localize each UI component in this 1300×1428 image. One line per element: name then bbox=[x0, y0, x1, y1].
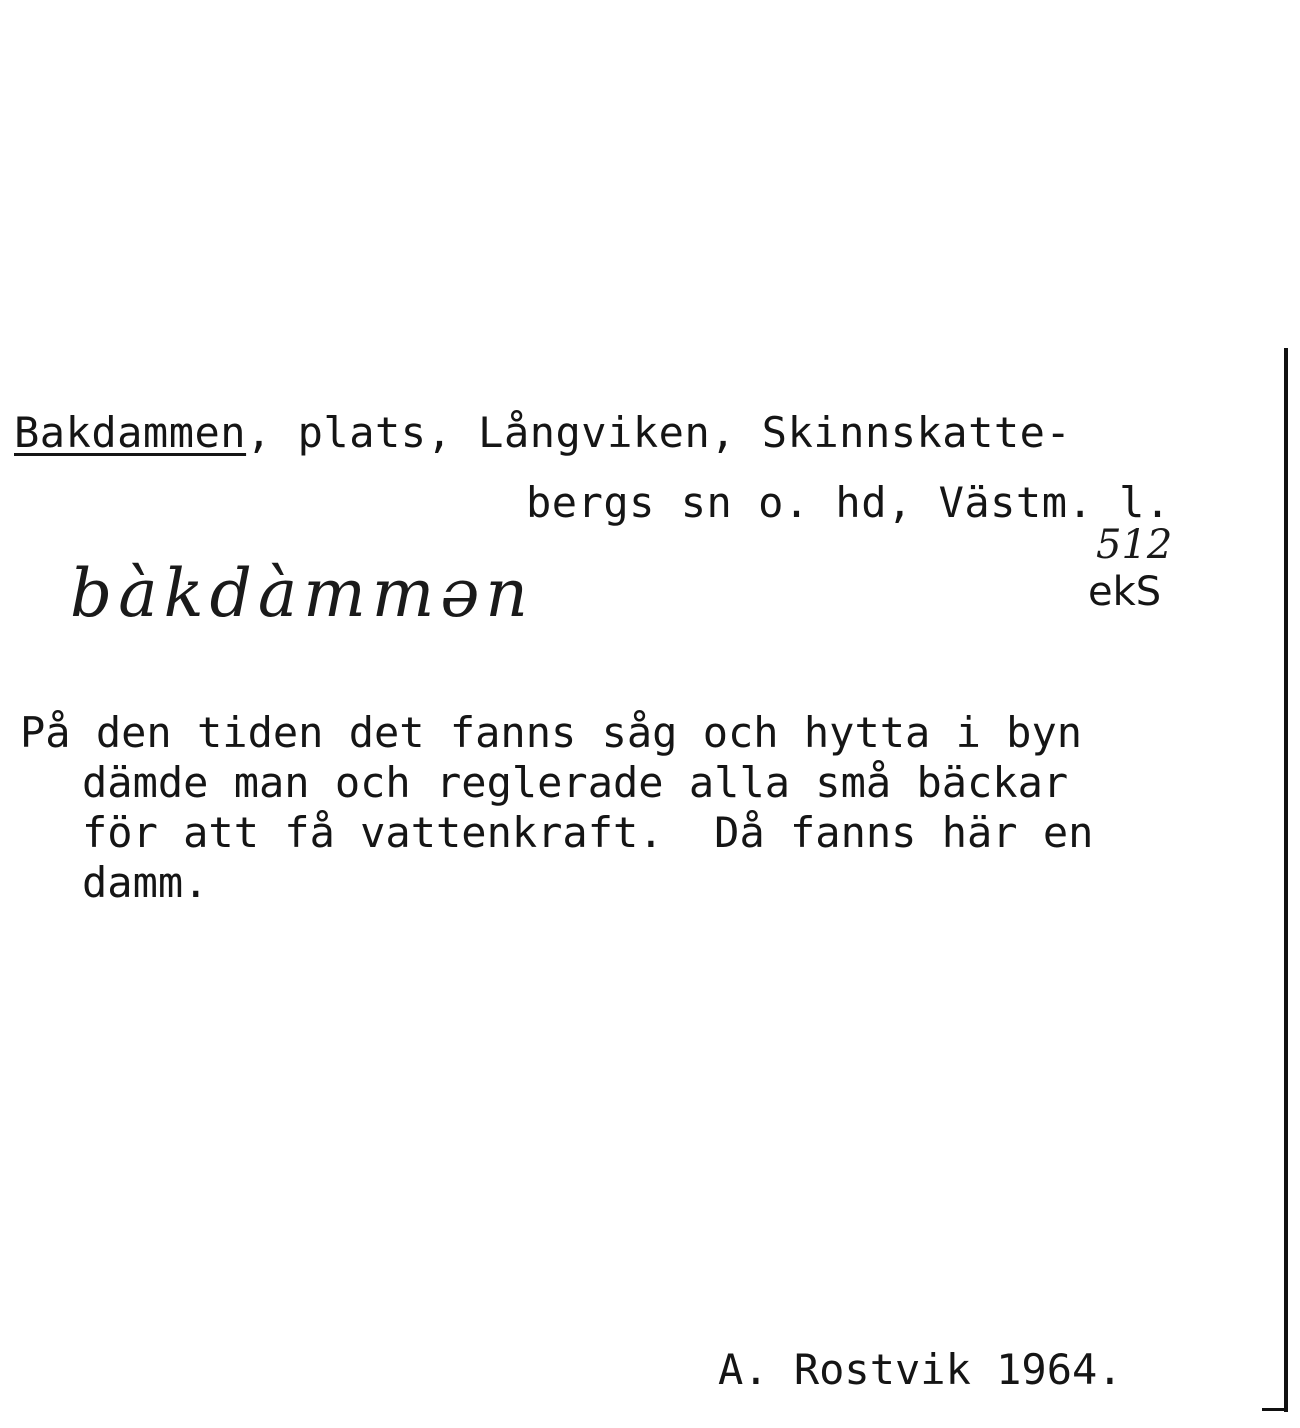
paragraph-line-2: dämde man och reglerade alla små bäckar bbox=[82, 758, 1069, 807]
heading-line-1-rest: , plats, Långviken, Skinnskatte- bbox=[246, 408, 1072, 457]
heading-line-2: bergs sn o. hd, Västm. l. bbox=[526, 478, 1171, 527]
headword: Bakdammen bbox=[14, 408, 247, 457]
card-bottom-border bbox=[1262, 1408, 1288, 1411]
card-right-border bbox=[1284, 348, 1288, 1412]
paragraph-line-4: damm. bbox=[82, 858, 209, 907]
heading-line-1 bbox=[14, 408, 1072, 457]
signature: A. Rostvik 1964. bbox=[718, 1345, 1123, 1394]
paragraph-line-1: På den tiden det fanns såg och hytta i byn bbox=[20, 708, 1083, 757]
paragraph-line-3: för att få vattenkraft. Då fanns här en bbox=[82, 808, 1094, 857]
marker-code: ekS bbox=[1088, 569, 1162, 615]
handwritten-number: 512 bbox=[1096, 522, 1173, 568]
handwritten-pronunciation: bàkdàmmən bbox=[70, 555, 534, 632]
